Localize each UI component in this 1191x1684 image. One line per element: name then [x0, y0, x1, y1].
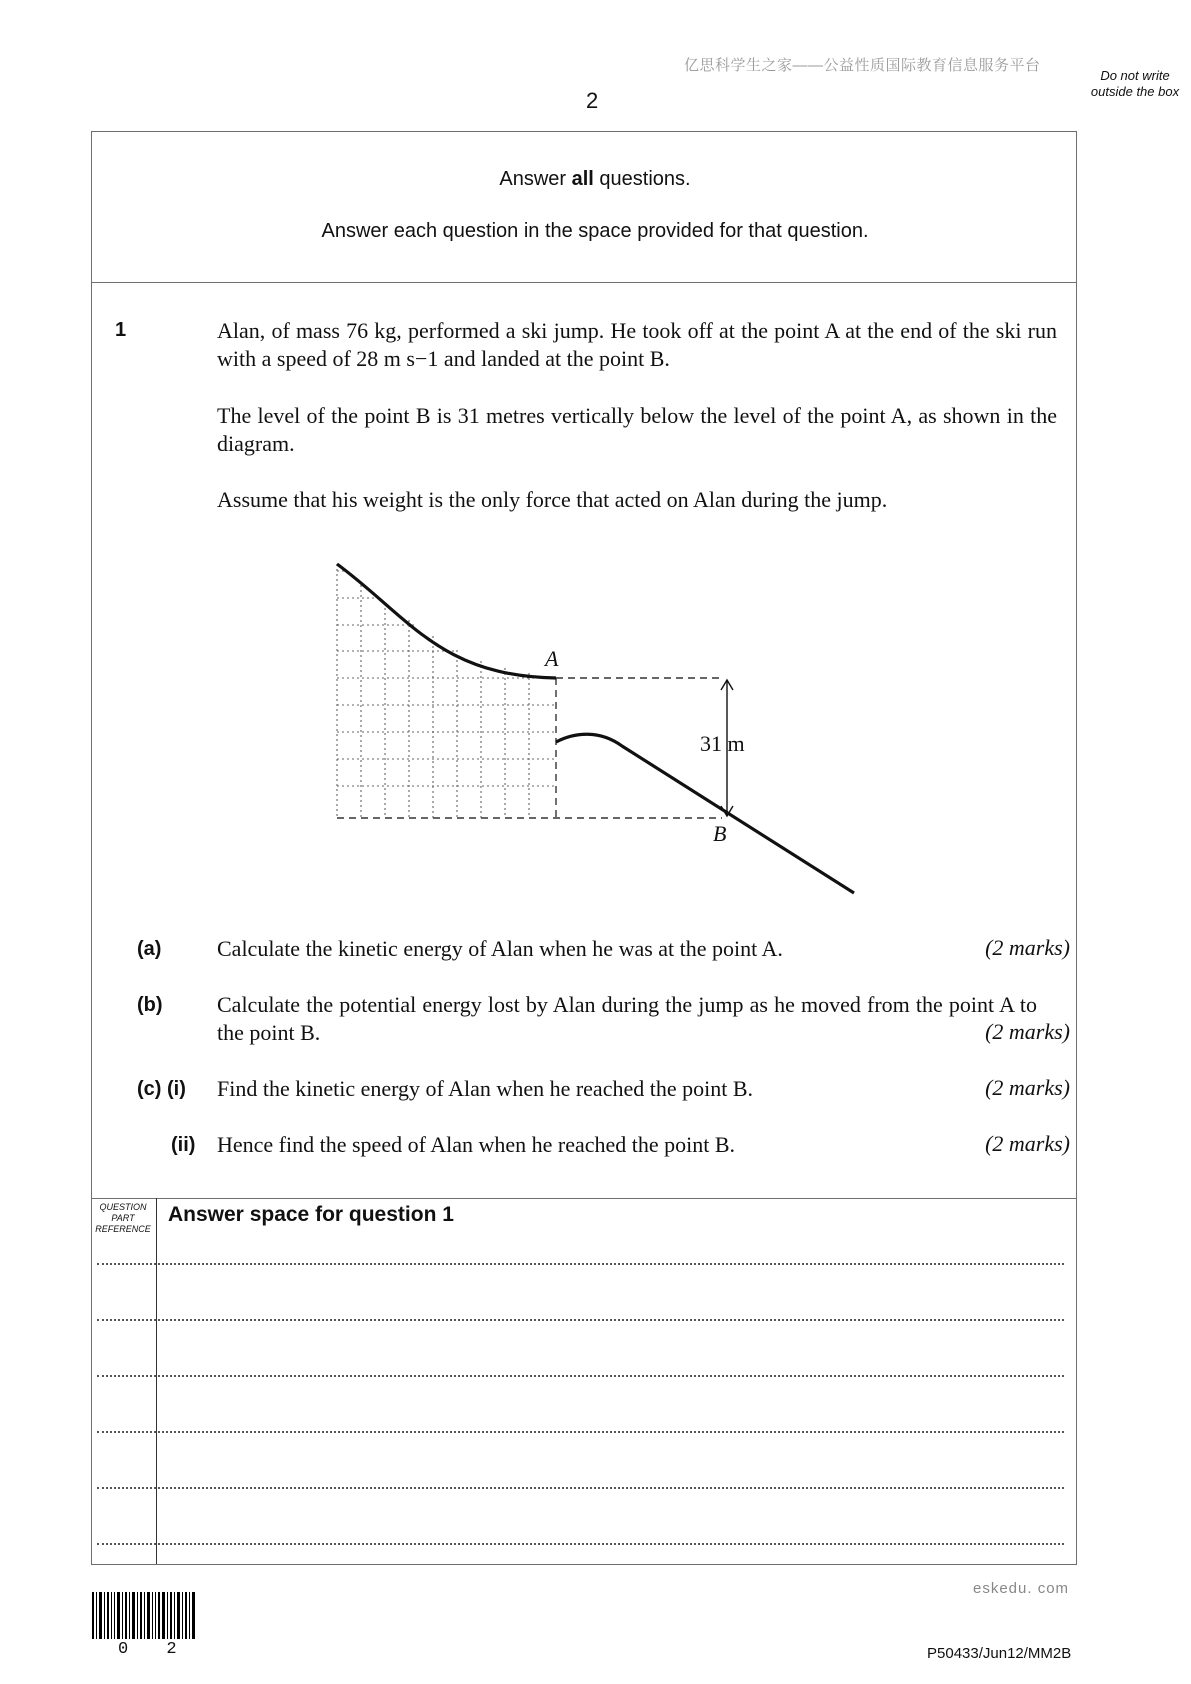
barcode-number: 0 2 — [118, 1640, 191, 1659]
part-a-label: (a) — [137, 938, 162, 960]
watermark-text: 亿思科学生之家——公益性质国际教育信息服务平台 — [684, 57, 1041, 74]
instruction-line-1: Answer all questions. — [499, 168, 691, 190]
part-c-i-marks: (2 marks) — [985, 1075, 1070, 1100]
part-b-marks: (2 marks) — [985, 1019, 1070, 1044]
question-intro-2: The level of the point B is 31 metres vertically below the level of the point A, as shown in the diagram. — [217, 403, 1057, 456]
part-b-text: Calculate the potential energy lost by Alan during the jump as he moved from the point A to the point B. — [217, 992, 1037, 1045]
answer-line[interactable] — [97, 1375, 1064, 1377]
answer-space-heading: Answer space for question 1 — [168, 1203, 454, 1226]
question-intro-3: Assume that his weight is the only force that acted on Alan during the jump. — [217, 487, 888, 512]
point-b-label: B — [713, 821, 727, 846]
barcode-image — [92, 1592, 195, 1639]
part-a-text: Calculate the kinetic energy of Alan when he was at the point A. — [217, 936, 783, 961]
answer-line[interactable] — [97, 1319, 1064, 1321]
answer-line[interactable] — [97, 1263, 1064, 1265]
page-number: 2 — [586, 88, 599, 113]
answer-line[interactable] — [97, 1431, 1064, 1433]
height-label: 31 m — [700, 731, 745, 756]
part-c-ii-text: Hence find the speed of Alan when he reached the point B. — [217, 1132, 736, 1157]
point-a-label: A — [545, 646, 559, 671]
grid-lines — [337, 564, 556, 818]
paper-code: P50433/Jun12/MM2B — [927, 1645, 1072, 1662]
part-c-i-label: (c) (i) — [137, 1078, 186, 1100]
question-part-reference-label: QUESTION PART REFERENCE — [95, 1202, 151, 1234]
website-watermark: eskedu. com — [973, 1580, 1070, 1597]
part-b-label: (b) — [137, 994, 163, 1016]
answer-line[interactable] — [97, 1487, 1064, 1489]
margin-note: Do not write outside the box — [1090, 68, 1180, 99]
question-number: 1 — [115, 319, 127, 341]
answer-line[interactable] — [97, 1543, 1064, 1545]
landing-slope — [556, 734, 854, 893]
part-a-marks: (2 marks) — [985, 935, 1070, 960]
question-intro-1: Alan, of mass 76 kg, performed a ski jump. He took off at the point A at the end of the ski run with a speed of 28 m s−1 and landed at the point B. — [217, 318, 1057, 371]
part-c-i-text: Find the kinetic energy of Alan when he reached the point B. — [217, 1076, 754, 1101]
part-c-ii-marks: (2 marks) — [985, 1131, 1070, 1156]
ski-run-slope — [337, 564, 556, 678]
part-c-ii-label: (ii) — [171, 1134, 196, 1156]
instruction-line-2: Answer each question in the space provided for that question. — [321, 220, 869, 242]
reference-column-divider — [156, 1198, 157, 1564]
